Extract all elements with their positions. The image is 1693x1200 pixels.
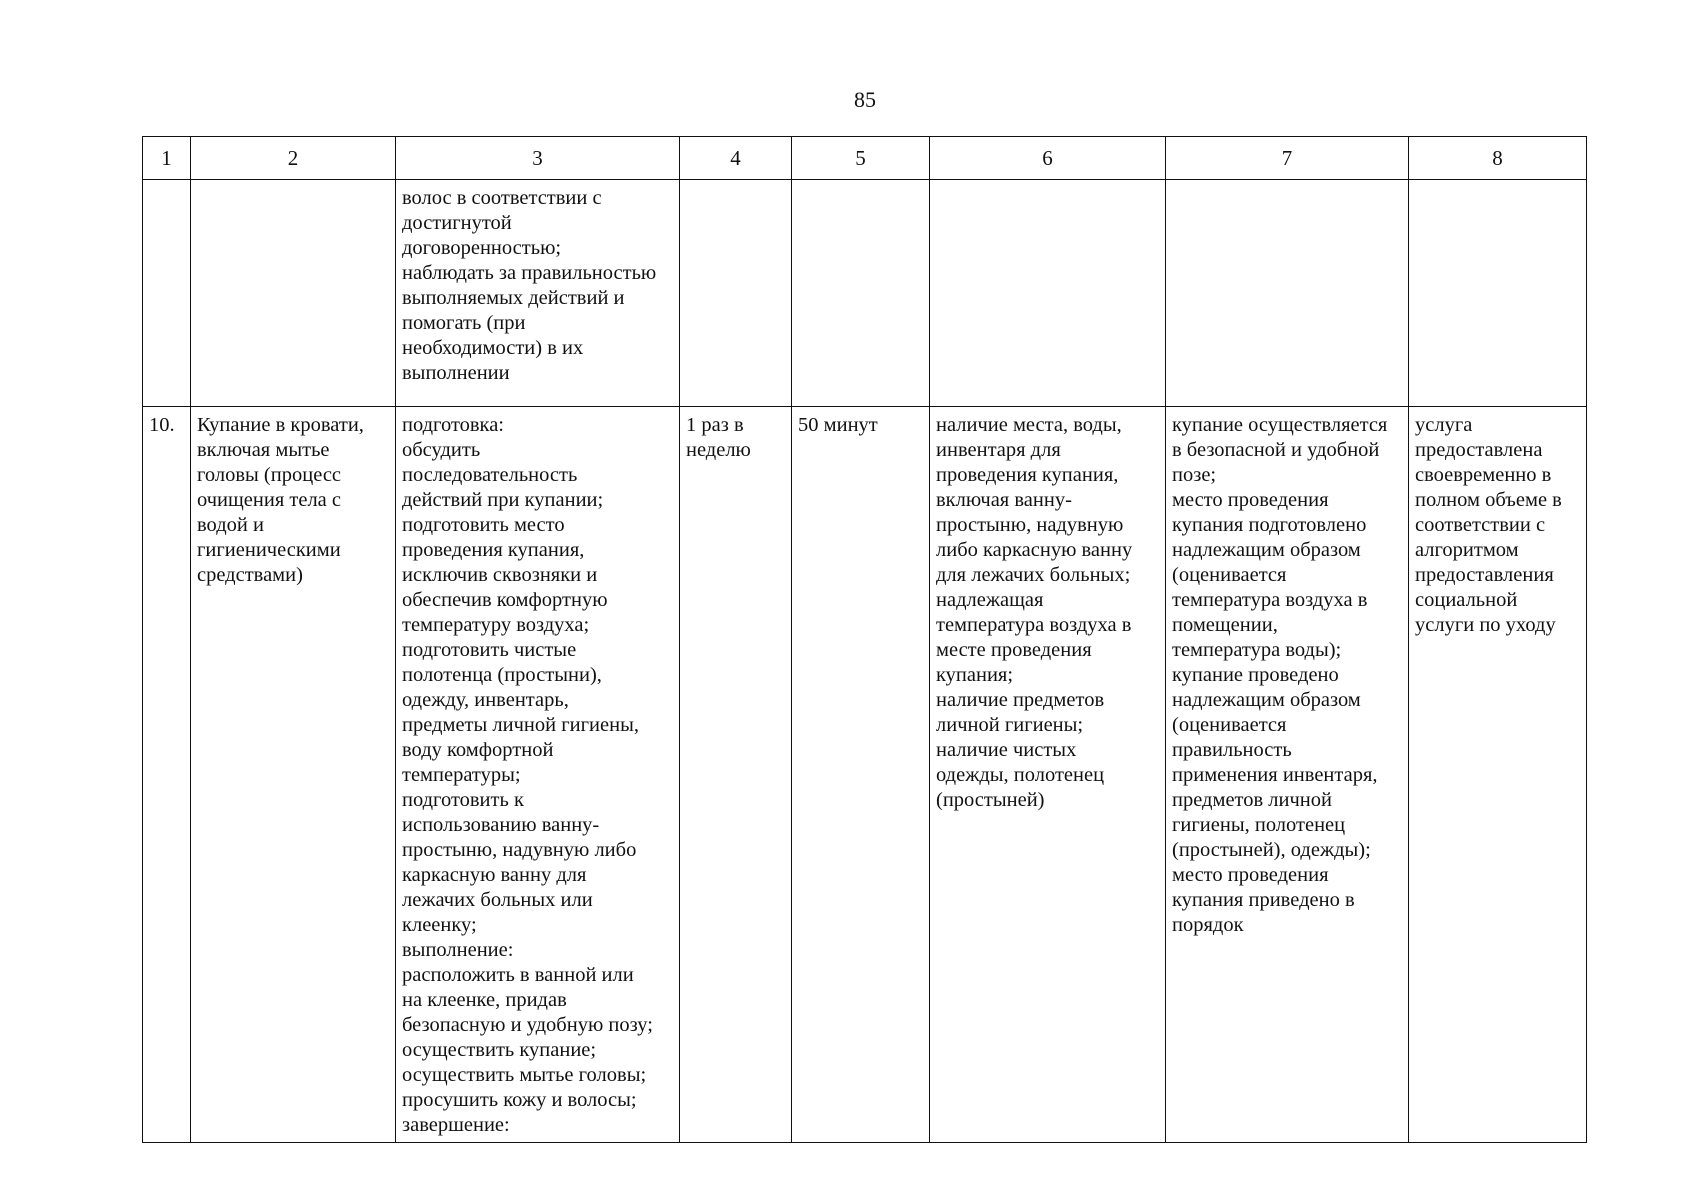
- header-cell-1: 1: [143, 137, 191, 180]
- table-row-continuation: [143, 180, 1587, 407]
- row10-service: [191, 407, 396, 1143]
- row10-conditions: [930, 407, 1166, 1143]
- header-cell-2: 2: [191, 137, 396, 180]
- cont-cell-description: [396, 180, 680, 407]
- cont-cell-evaluation: [1409, 180, 1587, 407]
- header-cell-4: 4: [680, 137, 792, 180]
- header-cell-3: 3: [396, 137, 680, 180]
- table-header-row: [143, 137, 1587, 180]
- cont-cell-frequency: [680, 180, 792, 407]
- table-row-10: [143, 407, 1587, 1143]
- row10-service-text: Купание в кровати, включая мытье головы (процесс очищения тела с водой и гигиеническими средствами): [197, 414, 364, 586]
- header-cell-5: 5: [792, 137, 930, 180]
- cont-cell-service: [191, 180, 396, 407]
- row10-description-text: подготовка: обсудить последовательность действий при купании; подготовить место проведения купания, исключив сквозняки и обеспечив комфортную температуру воздуха; подготовить чистые полотенца (простыни), одежду, инвентарь, предметы личной гигиены, воду комфортной температуры; подготовить к использованию ванну- простыню, надувную либо каркасную ванну для лежачих больных или клеенку; выполнение: расположить в ванной или на клеенке, придав безопасную и удобную позу; осуществить купание; осуществить мытье головы; просушить кожу и волосы; завершение:: [402, 414, 653, 1136]
- header-cell-8: 8: [1409, 137, 1587, 180]
- row10-evaluation: [1409, 407, 1587, 1143]
- row10-quality-text: купание осуществляется в безопасной и удобной позе; место проведения купания подготовлено надлежащим образом (оценивается температура воздуха в помещении, температура воды); купание проведено надлежащим образом (оценивается правильность применения инвентаря, предметов личной гигиены, полотенец (простыней), одежды); место проведения купания приведено в порядок: [1172, 414, 1388, 936]
- row10-description: [396, 407, 680, 1143]
- row10-frequency-text: 1 раз в неделю: [686, 414, 751, 461]
- cont-cell-conditions: [930, 180, 1166, 407]
- page-number: 85: [854, 87, 876, 112]
- cont-cell-quality: [1166, 180, 1409, 407]
- services-table: [142, 136, 1587, 1143]
- row10-evaluation-text: услуга предоставлена своевременно в полном объеме в соответствии с алгоритмом предоставления социальной услуги по уходу: [1415, 414, 1562, 636]
- row10-duration: [792, 407, 930, 1143]
- cont-cell-number: [143, 180, 191, 407]
- row10-duration-text: 50 минут: [798, 414, 878, 436]
- header-cell-6: 6: [930, 137, 1166, 180]
- cont-cell-duration: [792, 180, 930, 407]
- row10-number: 10.: [143, 407, 191, 1143]
- row10-frequency: [680, 407, 792, 1143]
- row10-conditions-text: наличие места, воды, инвентаря для проведения купания, включая ванну- простыню, надувную либо каркасную ванну для лежачих больных; надлежащая температура воздуха в месте проведения купания; наличие предметов личной гигиены; наличие чистых одежды, полотенец (простыней): [936, 414, 1133, 811]
- row10-quality: [1166, 407, 1409, 1143]
- cont-description-text: волос в соответствии с достигнутой договоренностью; наблюдать за правильностью выполняемых действий и помогать (при необходимости) в их выполнении: [402, 187, 657, 384]
- header-cell-7: 7: [1166, 137, 1409, 180]
